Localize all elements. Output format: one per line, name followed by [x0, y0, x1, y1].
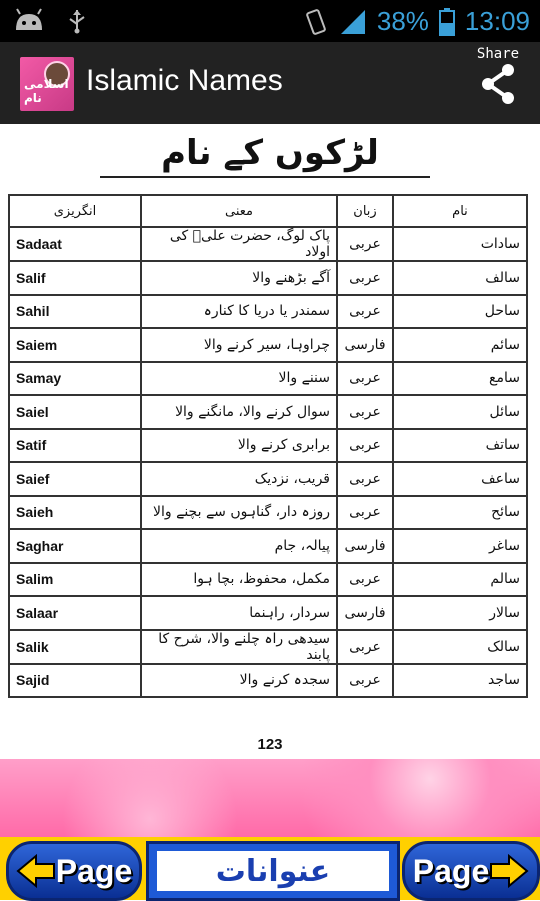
table-row	[9, 630, 527, 664]
table-row	[9, 596, 527, 630]
english-name-cell: Sajid	[9, 664, 141, 698]
bottom-navigation	[0, 837, 540, 900]
table-row	[9, 664, 527, 698]
language-cell: عربی	[337, 630, 393, 664]
column-meaning: معنی	[141, 195, 337, 227]
signal-icon	[339, 8, 367, 36]
table-row	[9, 462, 527, 496]
language-cell: عربی	[337, 295, 393, 329]
english-name-cell: Saieh	[9, 496, 141, 530]
next-page-label: Page	[412, 852, 490, 889]
vibrate-icon	[303, 7, 329, 37]
app-bar	[0, 42, 540, 124]
meaning-cell: سوال کرنے والا، مانگنے والا	[141, 395, 337, 429]
english-name-cell: Salaar	[9, 596, 141, 630]
urdu-name-cell: ساغر	[393, 529, 527, 563]
english-name-cell: Saiel	[9, 395, 141, 429]
contents-label-box	[157, 851, 389, 891]
android-icon	[12, 8, 46, 34]
column-language: زبان	[337, 195, 393, 227]
usb-icon	[66, 8, 88, 34]
share-icon	[478, 62, 518, 106]
table-row	[9, 563, 527, 597]
heading-underline	[100, 176, 430, 178]
english-name-cell: Sahil	[9, 295, 141, 329]
table-row	[9, 227, 527, 261]
language-cell: عربی	[337, 462, 393, 496]
column-english: انگریزی	[9, 195, 141, 227]
battery-percent: 38%	[376, 6, 429, 36]
names-table	[8, 194, 528, 698]
page-number: 123	[257, 736, 283, 753]
table-row	[9, 395, 527, 429]
language-cell: عربی	[337, 227, 393, 261]
table-header-row	[9, 195, 527, 227]
meaning-cell: سجدہ کرنے والا	[141, 664, 337, 698]
meaning-cell: سردار، راہنما	[141, 596, 337, 630]
english-name-cell: Salif	[9, 261, 141, 295]
table-row	[9, 261, 527, 295]
page-heading: لڑکوں کے نام	[161, 133, 379, 173]
language-cell: عربی	[337, 362, 393, 396]
next-page-button[interactable]	[402, 841, 540, 901]
arrow-left-icon	[16, 854, 56, 888]
urdu-name-cell: سامع	[393, 362, 527, 396]
clock: 13:09	[464, 6, 530, 36]
english-name-cell: Saief	[9, 462, 141, 496]
english-name-cell: Satif	[9, 429, 141, 463]
urdu-name-cell: سالار	[393, 596, 527, 630]
battery-icon	[439, 8, 455, 36]
english-name-cell: Salik	[9, 630, 141, 664]
table-row	[9, 429, 527, 463]
status-bar	[0, 0, 540, 42]
meaning-cell: آگے بڑھنے والا	[141, 261, 337, 295]
urdu-name-cell: سائم	[393, 328, 527, 362]
urdu-name-cell: ساحل	[393, 295, 527, 329]
table-row	[9, 328, 527, 362]
share-button[interactable]	[468, 46, 528, 120]
table-row	[9, 529, 527, 563]
language-cell: عربی	[337, 261, 393, 295]
contents-label: عنوانات	[215, 853, 331, 889]
language-cell: عربی	[337, 395, 393, 429]
table-row	[9, 496, 527, 530]
english-name-cell: Samay	[9, 362, 141, 396]
meaning-cell: مکمل، محفوظ، بچا ہوا	[141, 563, 337, 597]
meaning-cell: روزہ دار، گناہوں سے بچنے والا	[141, 496, 337, 530]
urdu-name-cell: سالف	[393, 261, 527, 295]
language-cell: عربی	[337, 563, 393, 597]
language-cell: عربی	[337, 429, 393, 463]
previous-page-button[interactable]	[6, 841, 142, 901]
english-name-cell: Saiem	[9, 328, 141, 362]
logo-text: اسلامی نام	[24, 77, 69, 105]
urdu-name-cell: سالم	[393, 563, 527, 597]
urdu-name-cell: ساجد	[393, 664, 527, 698]
english-name-cell: Saghar	[9, 529, 141, 563]
column-name: نام	[393, 195, 527, 227]
urdu-name-cell: سالک	[393, 630, 527, 664]
share-label: Share	[476, 46, 520, 62]
table-row	[9, 362, 527, 396]
language-cell: فارسی	[337, 596, 393, 630]
language-cell: عربی	[337, 496, 393, 530]
decorative-banner	[0, 759, 540, 837]
language-cell: فارسی	[337, 529, 393, 563]
meaning-cell: سننے والا	[141, 362, 337, 396]
language-cell: عربی	[337, 664, 393, 698]
book-page	[0, 124, 540, 759]
english-name-cell: Salim	[9, 563, 141, 597]
meaning-cell: سمندر یا دریا کا کنارہ	[141, 295, 337, 329]
urdu-name-cell: سائل	[393, 395, 527, 429]
previous-page-label: Page	[55, 852, 133, 889]
meaning-cell: برابری کرنے والا	[141, 429, 337, 463]
urdu-name-cell: سائح	[393, 496, 527, 530]
language-cell: فارسی	[337, 328, 393, 362]
meaning-cell: سیدھی راہ چلنے والا، شرح کا پابند	[141, 630, 337, 664]
meaning-cell: پاک لوگ، حضرت علیؓ کی اولاد	[141, 227, 337, 261]
table-row	[9, 295, 527, 329]
urdu-name-cell: سادات	[393, 227, 527, 261]
arrow-right-icon	[489, 854, 529, 888]
contents-button[interactable]	[146, 841, 400, 901]
urdu-name-cell: ساتف	[393, 429, 527, 463]
meaning-cell: قریب، نزدیک	[141, 462, 337, 496]
english-name-cell: Sadaat	[9, 227, 141, 261]
app-logo	[20, 57, 74, 111]
urdu-name-cell: ساعف	[393, 462, 527, 496]
app-title: Islamic Names	[86, 64, 283, 97]
meaning-cell: چراوہا، سیر کرنے والا	[141, 328, 337, 362]
meaning-cell: پیالہ، جام	[141, 529, 337, 563]
